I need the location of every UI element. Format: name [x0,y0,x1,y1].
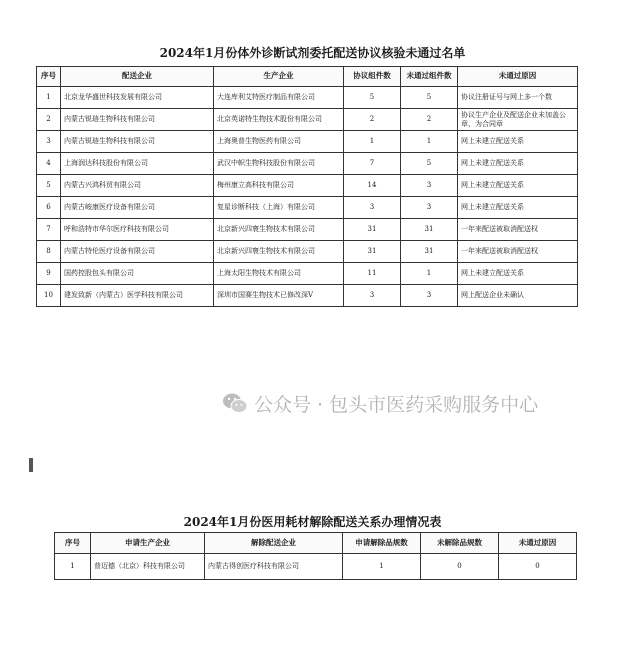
cell-failure-reason: 网上配送企业未确认 [458,285,578,307]
cell-agreement-count: 31 [344,241,401,263]
cell-failed-count: 5 [401,153,458,175]
cell-index: 2 [37,109,61,131]
cell-distributor: 建发致新（内蒙古）医学科技有限公司 [61,285,214,307]
header-index: 序号 [55,533,91,554]
cell-index: 4 [37,153,61,175]
cell-agreement-count: 7 [344,153,401,175]
cell-manufacturer: 上海太阳生物技术有限公司 [214,263,344,285]
cell-released-distributor: 内蒙古得创医疗科技有限公司 [205,554,343,580]
cell-failure-reason: 网上未建立配送关系 [458,197,578,219]
table1-title: 2024年1月份体外诊断试剂委托配送协议核验未通过名单 [159,46,466,60]
header-distributor: 配送企业 [61,67,214,87]
cell-failed-count: 5 [401,87,458,109]
header-manufacturer: 生产企业 [214,67,344,87]
cell-failure-reason: 网上未建立配送关系 [458,131,578,153]
table-row [37,241,578,263]
cell-failure-reason: 网上未建立配送关系 [458,153,578,175]
cell-failed-count: 3 [401,175,458,197]
cell-agreement-count: 14 [344,175,401,197]
header-requested-count: 申请解除品规数 [343,533,421,554]
cell-manufacturer: 北京新兴四寰生物技术有限公司 [214,219,344,241]
cell-manufacturer: 大连库利艾特医疗制品有限公司 [214,87,344,109]
table-header-row [55,533,577,554]
header-index: 序号 [37,67,61,87]
cell-agreement-count: 3 [344,285,401,307]
cell-failed-count: 2 [401,109,458,131]
cell-index: 9 [37,263,61,285]
cell-index: 1 [37,87,61,109]
table-row [37,131,578,153]
cell-index: 1 [55,554,91,580]
watermark [222,388,538,418]
cell-distributor: 呼和浩特市华尔医疗科技有限公司 [61,219,214,241]
table-row [37,87,578,109]
cell-agreement-count: 5 [344,87,401,109]
cell-failure-reason: 协议生产企业及配送企业未加盖公章，为合同章 [458,109,578,131]
table-row [37,197,578,219]
cell-failed-count: 1 [401,263,458,285]
table-unapproved-list [36,66,578,307]
cell-distributor: 国药控股包头有限公司 [61,263,214,285]
table-row [37,285,578,307]
table-row [37,175,578,197]
cell-unreleased-count: 0 [421,554,499,580]
table-release-status [54,532,577,580]
cell-distributor: 内蒙古峻康医疗设备有限公司 [61,197,214,219]
header-released-distributor: 解除配送企业 [205,533,343,554]
header-failure-reason: 未通过原因 [458,67,578,87]
table-row [37,109,578,131]
cell-index: 3 [37,131,61,153]
cell-distributor: 内蒙古锐琏生物科技有限公司 [61,131,214,153]
cell-agreement-count: 3 [344,197,401,219]
cell-failure-reason: 一年来配送被取消配送权 [458,241,578,263]
cell-manufacturer: 梅州康立高科技有限公司 [214,175,344,197]
table2-title: 2024年1月份医用耗材解除配送关系办理情况表 [183,515,442,529]
cell-agreement-count: 31 [344,219,401,241]
watermark-text: 公众号 · 包头市医药采购服务中心 [254,393,539,416]
cell-manufacturer: 北京新兴四寰生物技术有限公司 [214,241,344,263]
table-header-row [37,67,578,87]
cell-requested-count: 1 [343,554,421,580]
cell-index: 10 [37,285,61,307]
cell-failed-count: 31 [401,241,458,263]
header-failed-count: 未通过组件数 [401,67,458,87]
cell-failure-reason: 0 [499,554,577,580]
cell-distributor: 内蒙古特伦医疗设备有限公司 [61,241,214,263]
cell-agreement-count: 1 [344,131,401,153]
header-failure-reason: 未通过原因 [499,533,577,554]
cell-failed-count: 3 [401,285,458,307]
wechat-icon [222,392,248,414]
cell-index: 5 [37,175,61,197]
cell-agreement-count: 11 [344,263,401,285]
cell-failure-reason: 一年来配送被取消配送权 [458,219,578,241]
cell-distributor: 上海润达科技股份有限公司 [61,153,214,175]
cell-agreement-count: 2 [344,109,401,131]
cell-failed-count: 31 [401,219,458,241]
cell-failure-reason: 网上未建立配送关系 [458,263,578,285]
cell-distributor: 内蒙古兴鸿科贸有限公司 [61,175,214,197]
cell-manufacturer: 北京英诺特生物技术股份有限公司 [214,109,344,131]
cell-index: 7 [37,219,61,241]
cell-index: 6 [37,197,61,219]
table-row [55,554,577,580]
cell-applicant-manufacturer: 普迈德（北京）科技有限公司 [91,554,205,580]
table-row [37,219,578,241]
table-row [37,153,578,175]
header-agreement-count: 协议组件数 [344,67,401,87]
cell-distributor: 北京龙华盛世科技发展有限公司 [61,87,214,109]
header-applicant-manufacturer: 申请生产企业 [91,533,205,554]
cell-manufacturer: 深圳市国赛生物技术已修改深V [214,285,344,307]
cell-manufacturer: 上海奥普生物医药有限公司 [214,131,344,153]
table-row [37,263,578,285]
cell-manufacturer: 武汉中帜生物科技股份有限公司 [214,153,344,175]
page-divider-mark [29,458,33,472]
cell-index: 8 [37,241,61,263]
cell-failure-reason: 协议注册证号与网上多一个数 [458,87,578,109]
cell-failed-count: 1 [401,131,458,153]
cell-distributor: 内蒙古锐琏生物科技有限公司 [61,109,214,131]
cell-failed-count: 3 [401,197,458,219]
cell-failure-reason: 网上未建立配送关系 [458,175,578,197]
header-unreleased-count: 未解除品规数 [421,533,499,554]
cell-manufacturer: 复星诊断科技（上海）有限公司 [214,197,344,219]
